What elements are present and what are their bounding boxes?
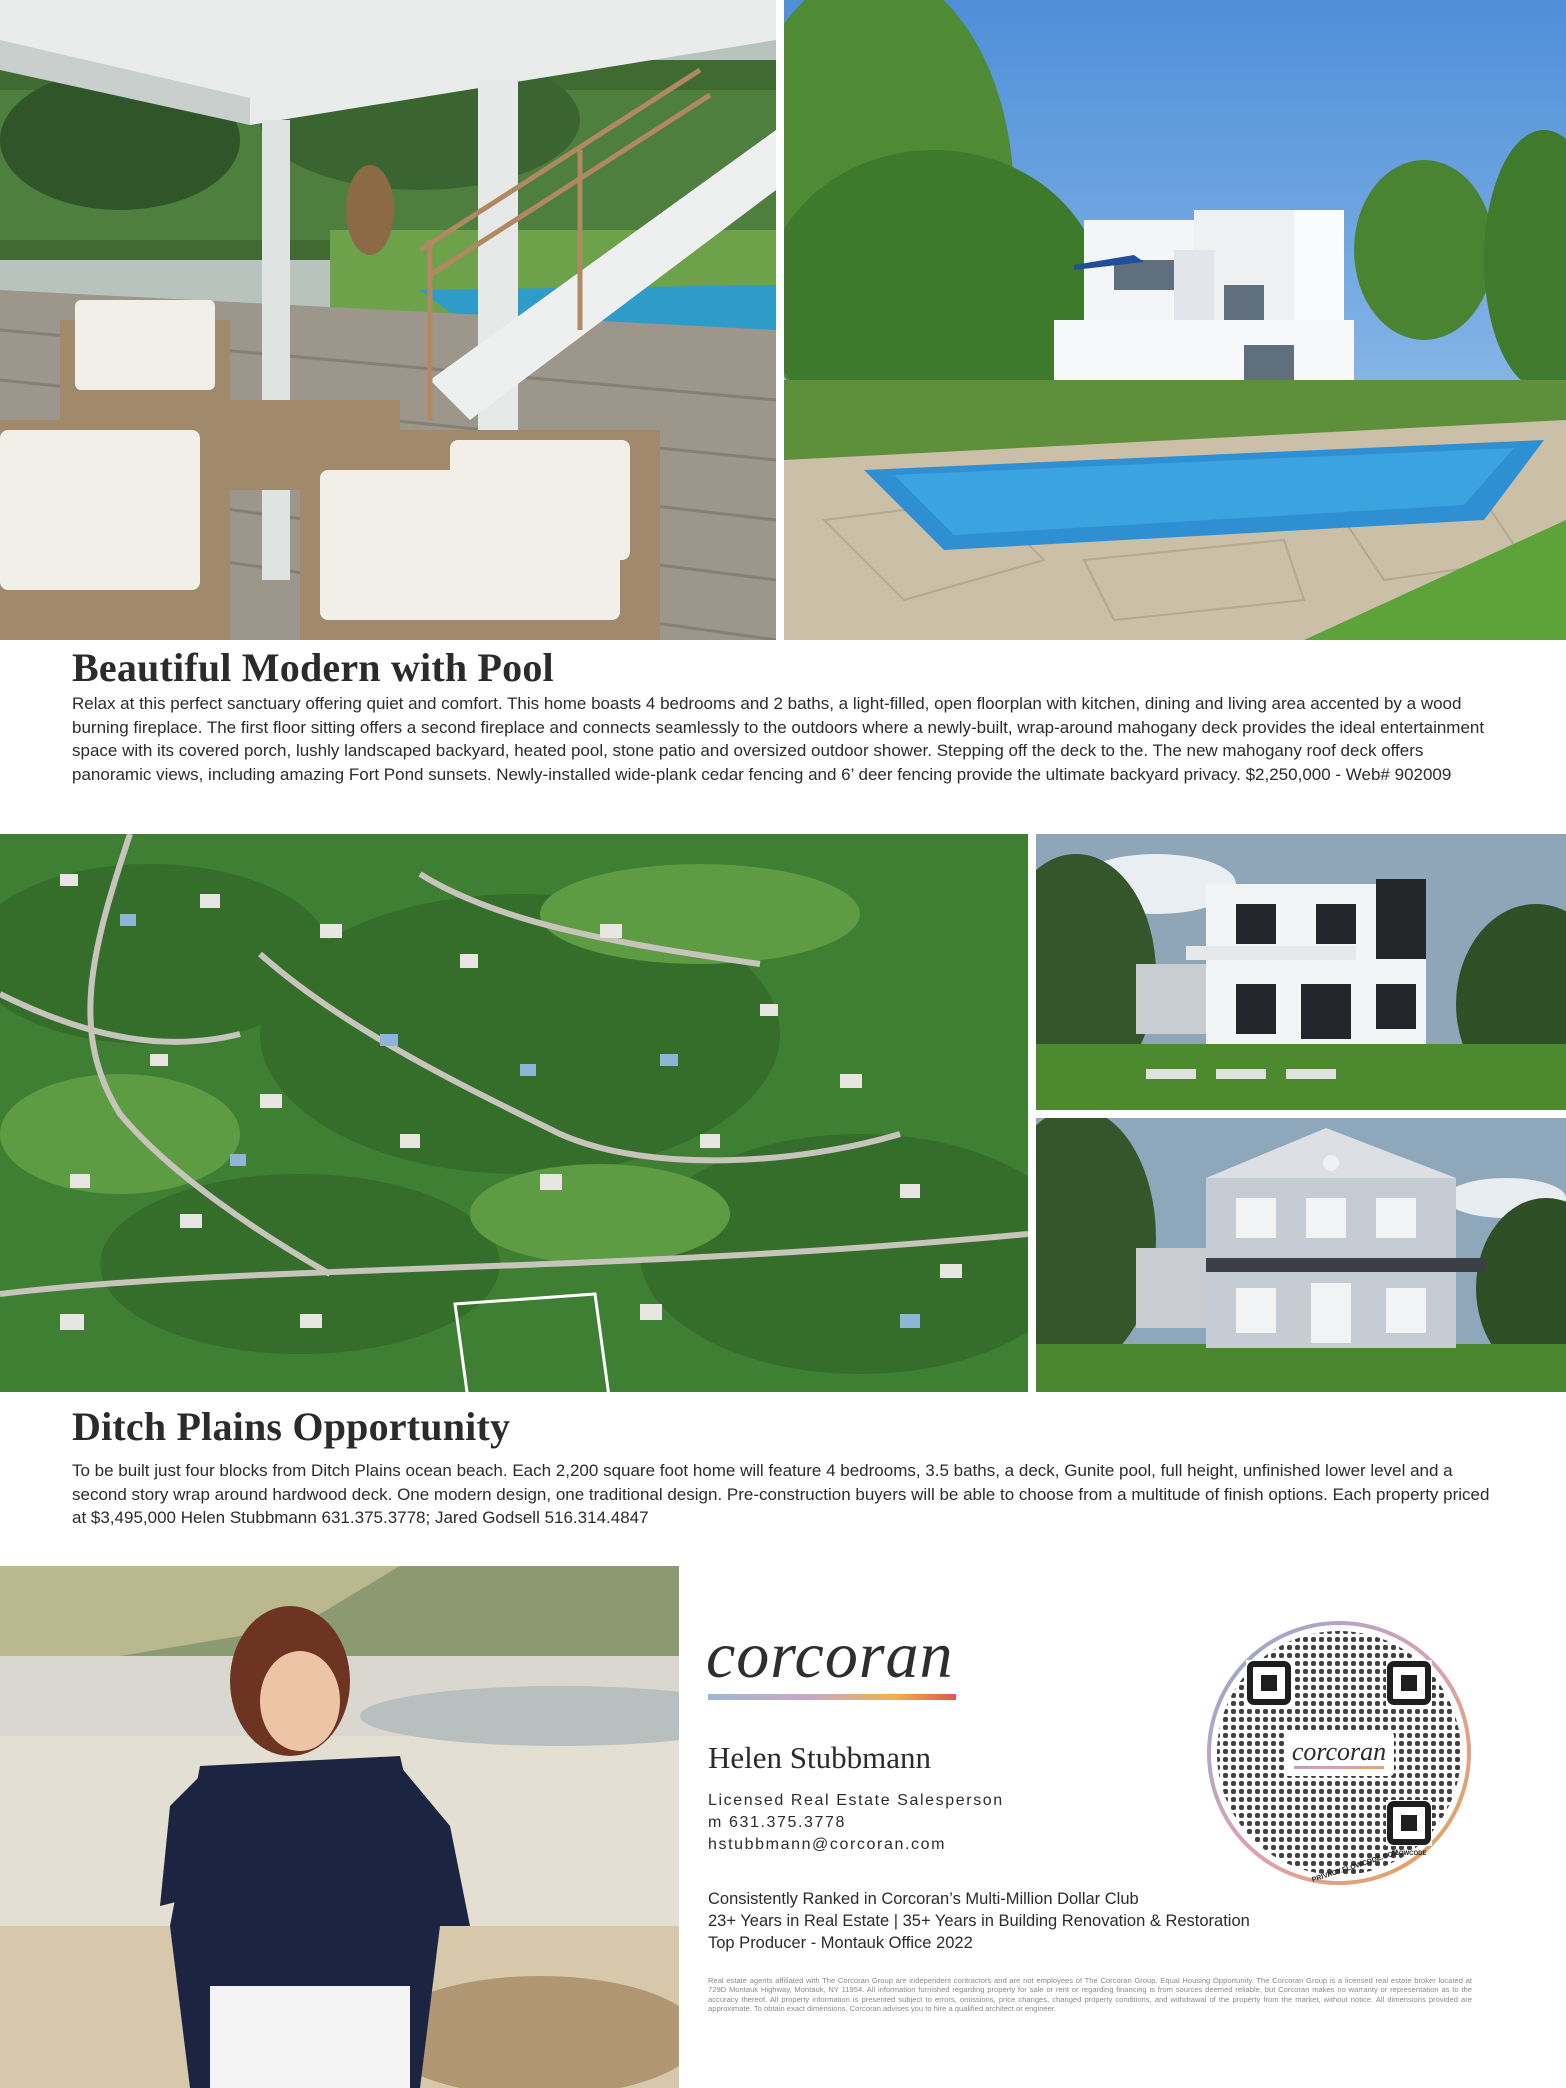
- qr-flowcode-label: FLOWCODE: [1391, 1851, 1427, 1857]
- photo-rendering-modern: [1036, 834, 1566, 1110]
- agent-role: Licensed Real Estate Salesperson: [708, 1792, 1004, 1809]
- agent-email: hstubbmann@corcoran.com: [708, 1836, 947, 1853]
- corcoran-logo: corcoran: [706, 1619, 954, 1692]
- achievement-line: Top Producer - Montauk Office 2022: [708, 1934, 973, 1952]
- listing-description: To be built just four blocks from Ditch Plains ocean beach. Each 2,200 square foot home will feature 4 bedrooms, 3.5 baths, a deck, Gunite pool, full height, unfinished lower level and a second story wrap around hardwood deck. One modern design, one traditional design. Pre-construction buyers will be able to choose from a multitude of finish options. Each property priced at $3,495,000 Helen Stubbmann 631.375.3778; Jared Godsell 516.314.4847: [72, 1461, 1490, 1527]
- achievement-line: 23+ Years in Real Estate | 35+ Years in Building Renovation & Restoration: [708, 1912, 1250, 1930]
- agent-phone: m 631.375.3778: [708, 1814, 847, 1831]
- photo-rendering-traditional: [1036, 1118, 1566, 1392]
- photo-aerial-neighborhood: [0, 834, 1028, 1392]
- qr-privacy-label: PRIVACY.FLOWCODE.COM: [1311, 1849, 1400, 1884]
- legal-disclaimer: Real estate agents affiliated with The Corcoran Group are independent contractors and are not employees of The Corcoran Group. Equal Housing Opportunity. The Corcoran Group is a licensed real estate broker located at 729D Montauk Highway, Montauk, NY 11954. All information furnished regarding property for sale or rent or regarding financing is from sources deemed reliable, but Corcoran makes no warranty or representation as to the accuracy thereof. All property information is presented subject to errors, omissions, price changes, changed property conditions, and withdrawal of the property from the market, without notice. All dimensions provided are approximate. To obtain exact dimensions, Corcoran advises you to hire a qualified architect or engineer.: [708, 1976, 1472, 2014]
- agent-name: Helen Stubbmann: [708, 1740, 931, 1775]
- listing-description: Relax at this perfect sanctuary offering quiet and comfort. This home boasts 4 bedrooms and 2 baths, a light-filled, open floorplan with kitchen, dining and living area accented by a wood burning fireplace. The first floor sitting offers a second fireplace and connects seamlessly to the outdoors where a newly-built, wrap-around mahogany deck provides the ideal entertainment space with its covered porch, lushly landscaped backyard, heated pool, stone patio and oversized outdoor shower. Stepping off the deck to the. The new mahogany roof deck offers panoramic views, including amazing Fort Pond sunsets. Newly-installed wide-plank cedar fencing and 6’ deer fencing provide the ultimate backyard privacy. $2,250,000 - Web# 902009: [72, 694, 1485, 784]
- brand-gradient-rule: [708, 1694, 956, 1700]
- listing-title: Ditch Plains Opportunity: [72, 1404, 511, 1449]
- qr-code-icon: [1206, 1620, 1472, 1886]
- qr-brand-label: corcoran: [1291, 1737, 1387, 1766]
- photo-covered-deck: [0, 0, 776, 640]
- listing-title: Beautiful Modern with Pool: [72, 645, 554, 690]
- photo-modern-house-pool: [784, 0, 1566, 640]
- photo-agent-portrait: [0, 1566, 679, 2088]
- qr-code-badge[interactable]: [1206, 1620, 1472, 1886]
- achievement-line: Consistently Ranked in Corcoran’s Multi-Million Dollar Club: [708, 1890, 1139, 1908]
